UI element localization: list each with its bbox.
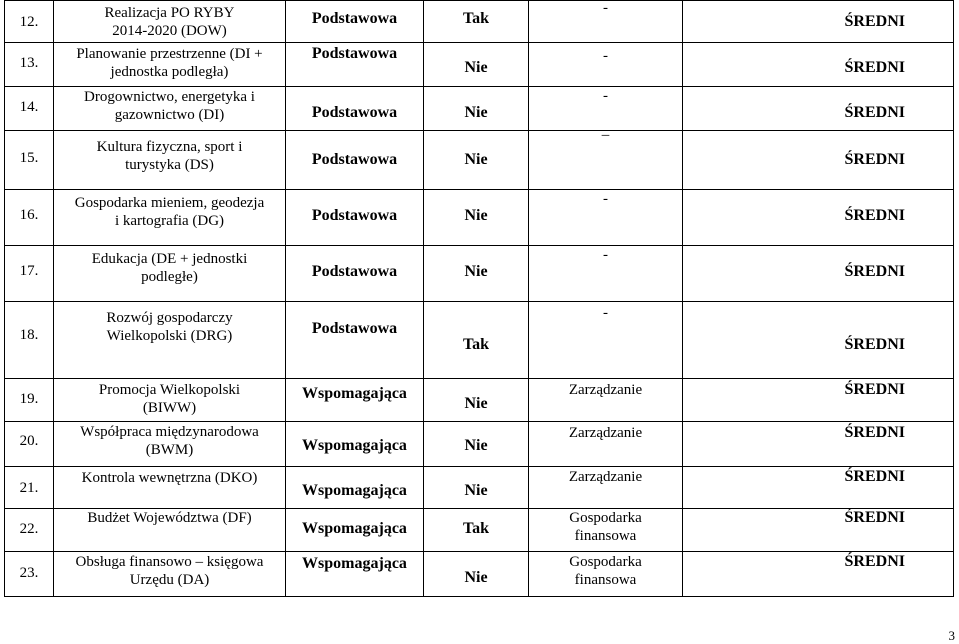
area-cell — [529, 422, 683, 467]
table-row — [5, 87, 954, 131]
risk-level: ŚREDNI — [844, 336, 905, 353]
table-row — [5, 552, 954, 597]
area-line-1: - — [603, 247, 608, 263]
unit-cell — [54, 552, 286, 597]
yes-no-value: Nie — [464, 59, 488, 76]
unit-name-line-2: (BIWW) — [142, 400, 197, 416]
risk-level: ŚREDNI — [844, 151, 905, 168]
unit-cell — [54, 509, 286, 552]
area-cell — [529, 552, 683, 597]
process-type: Podstawowa — [311, 104, 398, 121]
process-type-cell — [286, 246, 424, 302]
table-row — [5, 467, 954, 509]
risk-cell — [683, 467, 954, 509]
table-row — [5, 190, 954, 246]
area-line-1: - — [603, 191, 608, 207]
yes-no-cell — [424, 1, 529, 43]
yes-no-value: Nie — [464, 482, 488, 499]
unit-name-line-1: Realizacja PO RYBY — [104, 5, 235, 21]
yes-no-value: Nie — [464, 104, 488, 121]
area-line-1: Gospodarka — [569, 510, 642, 526]
process-type: Wspomagająca — [302, 520, 407, 537]
risk-cell — [683, 552, 954, 597]
risk-level: ŚREDNI — [844, 553, 905, 570]
risk-level: ŚREDNI — [844, 468, 905, 485]
yes-no-value: Nie — [464, 437, 488, 454]
unit-name-line-1: Rozwój gospodarczy — [106, 310, 233, 326]
area-line-1: Zarządzanie — [568, 469, 643, 485]
unit-name-line-1: Drogownictwo, energetyka i — [84, 89, 255, 105]
yes-no-cell — [424, 422, 529, 467]
unit-cell — [54, 246, 286, 302]
area-line-1: Zarządzanie — [568, 425, 643, 441]
row-number-cell — [5, 467, 54, 509]
table-row — [5, 509, 954, 552]
risk-level: ŚREDNI — [844, 509, 905, 526]
unit-name-line-2: turystyka (DS) — [125, 157, 214, 173]
unit-name-line-1: Kontrola wewnętrzna (DKO) — [81, 470, 258, 486]
area-line-1: Gospodarka — [569, 554, 642, 570]
row-number-cell — [5, 246, 54, 302]
yes-no-value: Nie — [464, 395, 488, 412]
row-number: 23. — [19, 565, 39, 581]
yes-no-cell — [424, 87, 529, 131]
table-row — [5, 1, 954, 43]
process-type-cell — [286, 1, 424, 43]
process-type: Podstawowa — [311, 320, 398, 337]
process-type: Wspomagająca — [302, 437, 407, 454]
yes-no-cell — [424, 467, 529, 509]
area-cell — [529, 302, 683, 379]
unit-name-line-2: jednostka podległa) — [110, 64, 229, 80]
table-row — [5, 379, 954, 422]
row-number: 14. — [19, 99, 39, 115]
row-number-cell — [5, 43, 54, 87]
unit-cell — [54, 131, 286, 190]
yes-no-cell — [424, 246, 529, 302]
risk-cell — [683, 190, 954, 246]
risk-level: ŚREDNI — [844, 207, 905, 224]
row-number: 19. — [19, 391, 39, 407]
area-line-1: - — [603, 0, 608, 16]
area-cell — [529, 509, 683, 552]
area-cell — [529, 467, 683, 509]
process-type: Podstawowa — [311, 207, 398, 224]
table-row — [5, 422, 954, 467]
process-type: Podstawowa — [311, 45, 398, 62]
process-type: Podstawowa — [311, 151, 398, 168]
unit-name-line-1: Kultura fizyczna, sport i — [96, 139, 243, 155]
row-number-cell — [5, 131, 54, 190]
unit-cell — [54, 1, 286, 43]
row-number: 12. — [19, 14, 39, 30]
row-number: 17. — [19, 263, 39, 279]
unit-cell — [54, 422, 286, 467]
risk-cell — [683, 246, 954, 302]
process-type-cell — [286, 422, 424, 467]
risk-cell — [683, 87, 954, 131]
yes-no-value: Nie — [464, 569, 488, 586]
area-cell — [529, 122, 683, 190]
yes-no-value: Nie — [464, 207, 488, 224]
unit-cell — [54, 302, 286, 379]
row-number-cell — [5, 87, 54, 131]
process-type-cell — [286, 190, 424, 246]
yes-no-cell — [424, 131, 529, 190]
yes-no-cell — [424, 302, 529, 379]
process-type: Wspomagająca — [302, 385, 407, 402]
process-type: Podstawowa — [311, 10, 398, 27]
yes-no-value: Tak — [462, 520, 490, 537]
risk-cell — [683, 131, 954, 190]
page-number: 3 — [948, 628, 955, 643]
unit-cell — [54, 467, 286, 509]
unit-name-line-2: Wielkopolski (DRG) — [106, 328, 233, 344]
row-number: 22. — [19, 521, 39, 537]
table-row — [5, 43, 954, 87]
row-number: 13. — [19, 55, 39, 71]
yes-no-value: Tak — [462, 10, 490, 27]
unit-name-line-2: (BWM) — [145, 442, 194, 458]
row-number: 16. — [19, 207, 39, 223]
process-type: Podstawowa — [311, 263, 398, 280]
unit-name-line-1: Budżet Województwa (DF) — [87, 510, 252, 526]
yes-no-value: Nie — [464, 151, 488, 168]
area-cell — [529, 190, 683, 246]
risk-level: ŚREDNI — [844, 381, 905, 398]
unit-name-line-1: Gospodarka mieniem, geodezja — [74, 195, 265, 211]
process-type-cell — [286, 509, 424, 552]
area-line-2: finansowa — [574, 528, 637, 544]
area-cell — [529, 1, 683, 43]
row-number-cell — [5, 552, 54, 597]
area-line-1: - — [603, 48, 608, 64]
unit-name-line-1: Obsługa finansowo – księgowa — [75, 554, 264, 570]
yes-no-cell — [424, 190, 529, 246]
yes-no-cell — [424, 509, 529, 552]
row-number: 21. — [19, 480, 39, 496]
process-type: Wspomagająca — [302, 482, 407, 499]
risk-cell — [683, 379, 954, 422]
yes-no-value: Tak — [462, 336, 490, 353]
yes-no-cell — [424, 552, 529, 597]
document-table — [4, 0, 954, 597]
risk-cell — [683, 422, 954, 467]
row-number: 15. — [19, 150, 39, 166]
yes-no-value: Nie — [464, 263, 488, 280]
unit-name-line-1: Promocja Wielkopolski — [98, 382, 241, 398]
process-type-cell — [286, 379, 424, 422]
risk-level: ŚREDNI — [844, 104, 905, 121]
process-type-cell — [286, 87, 424, 131]
unit-name-line-1: Planowanie przestrzenne (DI + — [76, 46, 263, 62]
row-number-cell — [5, 1, 54, 43]
process-type-cell — [286, 552, 424, 597]
unit-name-line-2: podległe) — [141, 269, 198, 285]
yes-no-cell — [424, 379, 529, 422]
row-number-cell — [5, 190, 54, 246]
process-type-cell — [286, 131, 424, 190]
process-type: Wspomagająca — [302, 555, 407, 572]
table-row — [5, 302, 954, 379]
unit-name-line-1: Współpraca międzynarodowa — [80, 424, 259, 440]
risk-cell — [683, 43, 954, 87]
row-number-cell — [5, 302, 54, 379]
yes-no-cell — [424, 43, 529, 87]
unit-name-line-2: gazownictwo (DI) — [114, 107, 225, 123]
risk-level: ŚREDNI — [844, 59, 905, 76]
unit-name-line-1: Edukacja (DE + jednostki — [91, 251, 248, 267]
unit-name-line-2: 2014-2020 (DOW) — [112, 23, 227, 39]
risk-cell — [683, 509, 954, 552]
row-number: 18. — [19, 327, 39, 343]
row-number-cell — [5, 509, 54, 552]
process-type-cell — [286, 302, 424, 379]
area-line-2: finansowa — [574, 572, 637, 588]
unit-name-line-2: i kartografia (DG) — [114, 213, 225, 229]
area-line-1: - — [603, 88, 608, 104]
row-number: 20. — [19, 433, 39, 449]
risk-cell — [683, 302, 954, 379]
unit-cell — [54, 190, 286, 246]
area-cell — [529, 43, 683, 87]
unit-cell — [54, 87, 286, 131]
unit-name-line-2: Urzędu (DA) — [129, 572, 210, 588]
process-type-cell — [286, 43, 424, 87]
area-line-1: Zarządzanie — [568, 382, 643, 398]
row-number-cell — [5, 422, 54, 467]
unit-cell — [54, 379, 286, 422]
risk-cell — [683, 1, 954, 43]
area-line-1: - — [603, 305, 608, 321]
area-cell — [529, 379, 683, 422]
table-row — [5, 131, 954, 190]
unit-cell — [54, 43, 286, 87]
risk-level: ŚREDNI — [844, 424, 905, 441]
area-line-1: _ — [601, 122, 610, 138]
process-type-cell — [286, 467, 424, 509]
table-row — [5, 246, 954, 302]
risk-level: ŚREDNI — [844, 263, 905, 280]
area-cell — [529, 246, 683, 302]
row-number-cell — [5, 379, 54, 422]
risk-level: ŚREDNI — [844, 13, 905, 30]
